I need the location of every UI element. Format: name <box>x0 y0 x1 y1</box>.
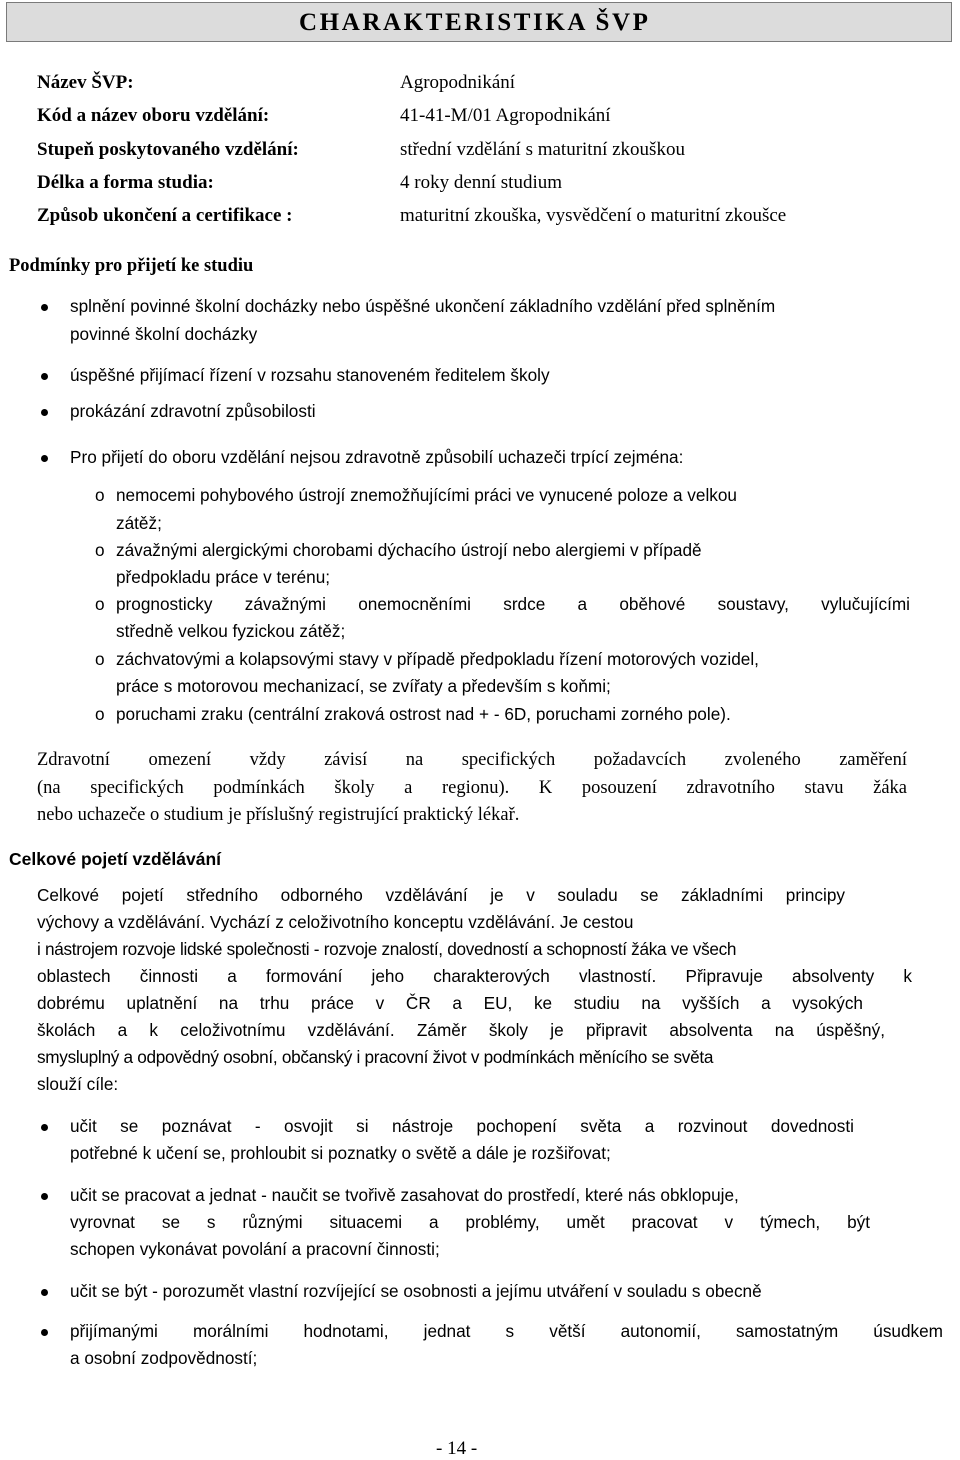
sub-item: nemocemi pohybového ústrojí znemožňujícími práci ve vynucené poloze a velkou <box>116 485 737 505</box>
list-item: Pro přijetí do oboru vzdělání nejsou zdravotně způsobilí uchazeči trpící zejména: <box>70 447 684 467</box>
goal-item: učit se pracovat a jednat - naučit se tvořivě zasahovat do prostředí, které nás obklopuje, <box>70 1185 739 1205</box>
text-line: Celkové pojetí středního odborného vzdělávání je v souladu se základními principy <box>37 885 845 905</box>
bullet-icon <box>41 409 48 416</box>
goal-item: učit se poznávat - osvojit si nástroje pochopení světa a rozvinout dovednosti <box>70 1116 854 1136</box>
list-item: splnění povinné školní docházky nebo úspěšné ukončení základního vzdělání před splněním <box>70 296 776 316</box>
page-title: CHARAKTERISTIKA ŠVP <box>299 9 651 36</box>
sub-item: poruchami zraku (centrální zraková ostrost nad + - 6D, poruchami zorného pole). <box>116 704 731 724</box>
goal-item-continuation: a osobní zodpovědností; <box>70 1348 258 1368</box>
bullet-icon <box>41 1329 48 1336</box>
goal-item: přijímanými morálními hodnotami, jednat s větší autonomií, samostatným úsudkem <box>70 1321 943 1341</box>
sub-item: prognosticky závažnými onemocněními srdce a oběhové soustavy, vylučujícími <box>116 594 910 614</box>
bullet-icon <box>41 373 48 380</box>
text-line: Zdravotní omezení vždy závisí na specifických požadavcích zvoleného zaměření <box>37 750 907 770</box>
info-label: Způsob ukončení a certifikace : <box>37 205 293 226</box>
sub-item-continuation: předpokladu práce v terénu; <box>116 567 331 587</box>
info-value: 41-41-M/01 Agropodnikání <box>400 105 611 126</box>
info-label: Stupeň poskytovaného vzdělání: <box>37 139 299 160</box>
bullet-icon <box>41 304 48 311</box>
sub-item-continuation: zátěž; <box>116 513 162 533</box>
sub-item: záchvatovými a kolapsovými stavy v případě předpokladu řízení motorových vozidel, <box>116 649 759 669</box>
info-label: Název ŠVP: <box>37 72 134 93</box>
text-line: i nástrojem rozvoje lidské společnosti - rozvoje znalostí, dovedností a schopností žáka ve všech <box>37 939 737 959</box>
text-line: slouží cíle: <box>37 1074 119 1094</box>
admission-heading: Podmínky pro přijetí ke studiu <box>9 256 254 276</box>
sub-item: závažnými alergickými chorobami dýchacího ústrojí nebo alergiemi v případě <box>116 540 702 560</box>
info-label: Délka a forma studia: <box>37 172 214 193</box>
info-label: Kód a název oboru vzdělání: <box>37 105 270 126</box>
goal-item-continuation: schopen vykonávat povolání a pracovní činnosti; <box>70 1239 440 1259</box>
bullet-icon <box>41 1124 48 1131</box>
text-line: (na specifických podmínkách školy a regionu). K posouzení zdravotního stavu žáka <box>37 778 907 798</box>
sub-marker: o <box>95 485 105 505</box>
text-line: školách a k celoživotnímu vzdělávání. Záměr školy je připravit absolventa na úspěšný, <box>37 1020 885 1040</box>
text-line: dobrému uplatnění na trhu práce v ČR a EU, ke studiu na vyšších a vysokých <box>37 993 863 1013</box>
text-line: nebo uchazeče o studium je příslušný registrující praktický lékař. <box>37 805 520 825</box>
goal-item-continuation: potřebné k učení se, prohloubit si poznatky o světě a dále je rozšiřovat; <box>70 1143 611 1163</box>
info-value: maturitní zkouška, vysvědčení o maturitní zkoušce <box>400 205 787 226</box>
sub-item-continuation: práce s motorovou mechanizací, se zvířaty a především s koňmi; <box>116 676 611 696</box>
title-banner <box>6 2 952 42</box>
concept-heading: Celkové pojetí vzdělávání <box>9 849 222 869</box>
info-value: 4 roky denní studium <box>400 172 563 193</box>
sub-marker: o <box>95 649 105 669</box>
goal-item-continuation: vyrovnat se s různými situacemi a problémy, umět pracovat v týmech, být <box>70 1212 870 1232</box>
page-number: - 14 - <box>436 1438 478 1459</box>
list-item: úspěšné přijímací řízení v rozsahu stanoveném ředitelem školy <box>70 365 550 385</box>
text-line: oblastech činnosti a formování jeho charakterových vlastností. Připravuje absolventy k <box>37 966 912 986</box>
sub-item-continuation: středně velkou fyzickou zátěž; <box>116 621 346 641</box>
goal-item: učit se být - porozumět vlastní rozvíjející se osobnosti a jejímu utváření v souladu s obecně <box>70 1281 762 1301</box>
bullet-icon <box>41 1193 48 1200</box>
list-item: prokázání zdravotní způsobilosti <box>70 401 316 421</box>
info-value: Agropodnikání <box>400 72 516 93</box>
bullet-icon <box>41 1289 48 1296</box>
list-item-continuation: povinné školní docházky <box>70 324 258 344</box>
text-line: výchovy a vzdělávání. Vychází z celoživotního konceptu vzdělávání. Je cestou <box>37 912 634 932</box>
sub-marker: o <box>95 594 105 614</box>
sub-marker: o <box>95 704 105 724</box>
text-line: smysluplný a odpovědný osobní, občanský i pracovní život v podmínkách měnícího se světa <box>37 1047 714 1067</box>
bullet-icon <box>41 455 48 462</box>
info-value: střední vzdělání s maturitní zkouškou <box>400 139 685 160</box>
sub-marker: o <box>95 540 105 560</box>
